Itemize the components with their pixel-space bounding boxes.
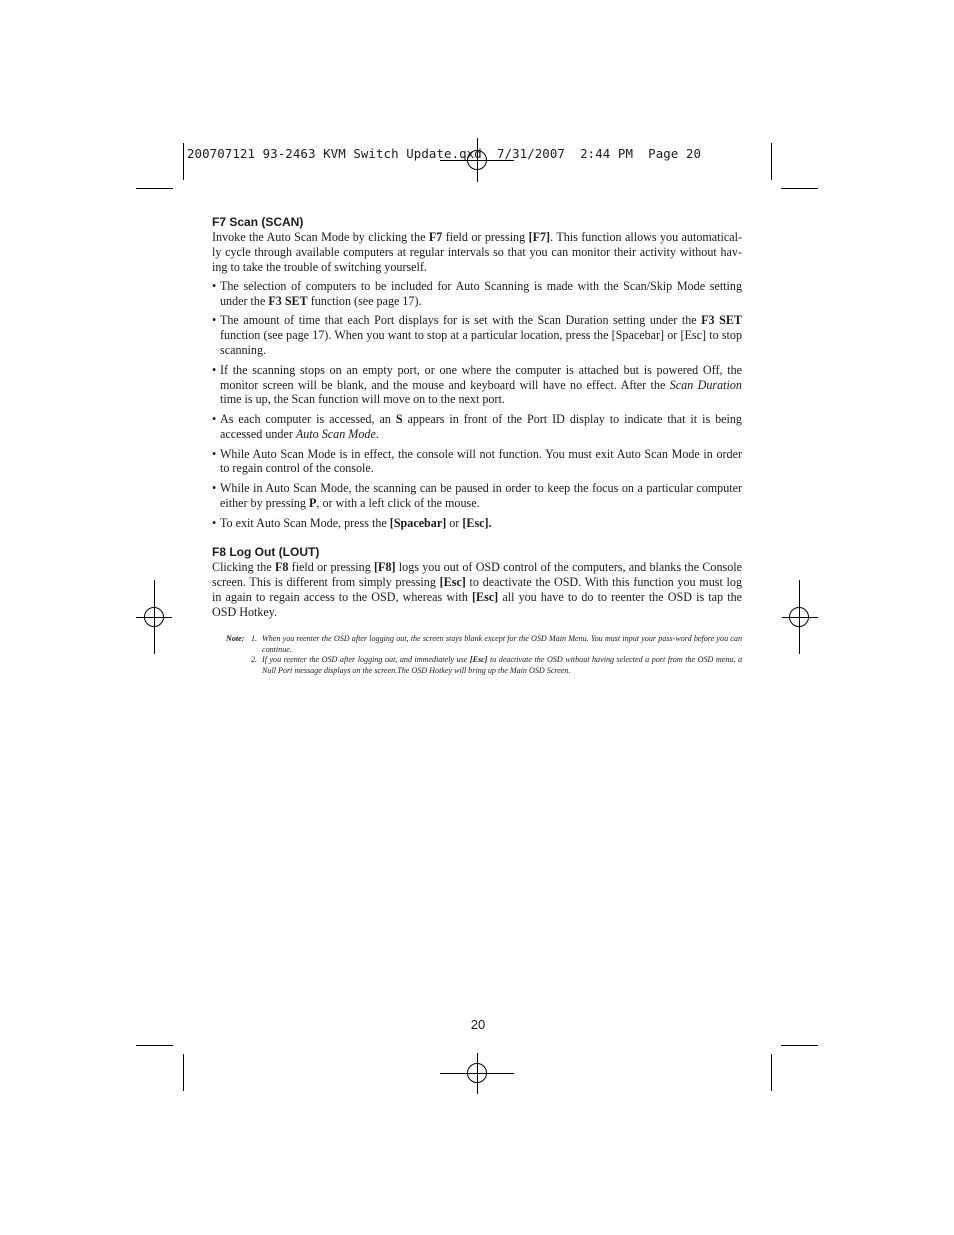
note-item [226, 634, 742, 656]
crop-mark-top-right-h [781, 188, 818, 189]
crop-mark-top-left-v [183, 143, 184, 180]
crop-mark-top-left-h [136, 188, 173, 189]
note-item [226, 655, 742, 677]
bullet-item: • While Auto Scan Mode is in effect, the console will not function. You must exit Auto Scan Mode in order to regain control of the console. [212, 447, 742, 477]
section-heading-f8: F8 Log Out (LOUT) [212, 545, 320, 560]
print-slug: 200707121 93-2463 KVM Switch Update.qxd 7/31/2007 2:44 PM Page 20 [187, 146, 702, 161]
bullet-item: • As each computer is accessed, an S appears in front of the Port ID display to indicate that it is being accessed under Auto Scan Mode. [212, 412, 742, 442]
bullet-item: • If the scanning stops on an empty port, or one where the computer is attached but is powered Off, the monitor screen will be blank, and the mouse and keyboard will have no effect. After the Scan Duration time is up, the Scan function will move on to the next port. [212, 363, 742, 408]
f8-body-paragraph: Clicking the F8 field or pressing [F8] logs you out of OSD control of the computers, and blanks the Console screen. This is different from simply pressing [Esc] to deactivate the OSD. With this function you must log in again to regain access to the OSD, whereas with [Esc] all you have to do to reenter the OSD is tap the OSD Hotkey. [212, 560, 743, 619]
note-text: When you reenter the OSD after logging out, the screen stays blank except for the OSD Main Menu. You must input your pass-word before you can continue. [262, 633, 742, 654]
registration-target-bottom-v [477, 1053, 478, 1094]
registration-target-right-v [799, 580, 800, 654]
crop-mark-bottom-right-v [771, 1054, 772, 1091]
crop-mark-bottom-left-h [136, 1045, 173, 1046]
f7-bullet-list [212, 279, 742, 531]
f7-intro-paragraph: Invoke the Auto Scan Mode by clicking the F7 field or pressing [F7]. This function allows you automatical-ly cycle through available computers at regular intervals so that you can monitor their activity without hav-ing to take the trouble of switching yourself. [212, 230, 742, 274]
crop-mark-bottom-left-v [183, 1054, 184, 1091]
note-label: Note: [226, 633, 245, 643]
page-number: 20 [470, 1017, 486, 1032]
crop-mark-bottom-right-h [781, 1045, 818, 1046]
notes-block [226, 634, 742, 677]
section-heading-f7: F7 Scan (SCAN) [212, 215, 304, 229]
page-content [212, 215, 742, 677]
bullet-item: • While in Auto Scan Mode, the scanning can be paused in order to keep the focus on a particular computer either by pressing P, or with a left click of the mouse. [212, 481, 742, 511]
registration-target-right-h [782, 617, 818, 618]
bullet-item: • The amount of time that each Port displays for is set with the Scan Duration setting under the F3 SET function (see page 17). When you want to stop at a particular location, press the [Spacebar] or [Esc] to stop scanning. [212, 313, 742, 358]
crop-mark-top-right-v [771, 143, 772, 180]
note-number: 2. [251, 655, 258, 665]
note-text: If you reenter the OSD after logging out, and immediately use [Esc] to deactivate the OSD without having selected a port from the OSD menu, a Null Port message displays on the screen.The OSD Hotkey will bring up the Main OSD Screen. [262, 655, 742, 676]
bullet-item: • The selection of computers to be included for Auto Scanning is made with the Scan/Skip Mode setting under the F3 SET function (see page 17). [212, 279, 742, 309]
bullet-item: • To exit Auto Scan Mode, press the [Spacebar] or [Esc]. [212, 516, 742, 531]
note-number: 1. [251, 633, 258, 643]
registration-target-left-v [154, 580, 155, 654]
